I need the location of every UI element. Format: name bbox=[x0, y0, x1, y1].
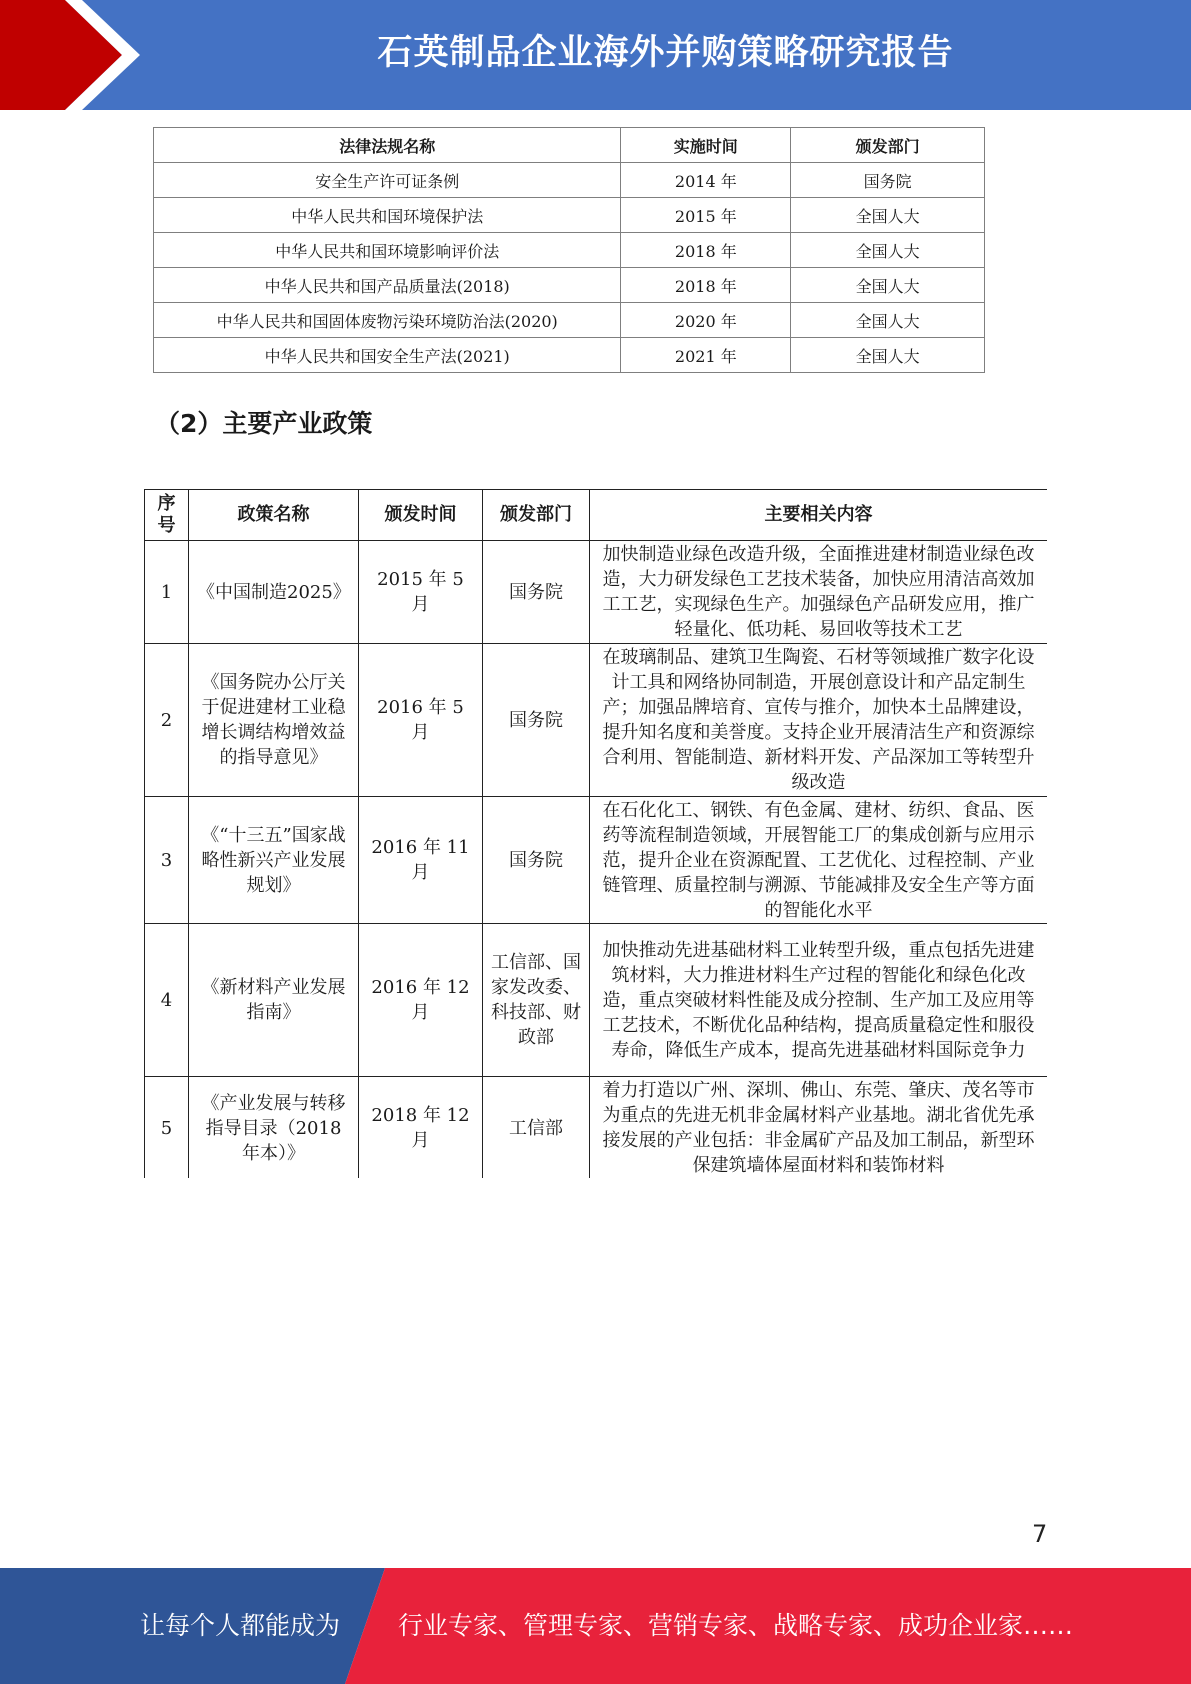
policy-date: 2015 年 5 月 bbox=[359, 541, 483, 644]
policy-content: 加快制造业绿色改造升级，全面推进建材制造业绿色改造，大力研发绿色工艺技术装备，加快应用清洁高效加工工艺，实现绿色生产。加强绿色产品研发应用，推广轻量化、低功耗、易回收等技术工艺 bbox=[590, 541, 1048, 644]
table-row bbox=[145, 1077, 1048, 1179]
column-header: 法律法规名称 bbox=[154, 128, 621, 163]
policy-name: 《产业发展与转移指导目录（2018 年本）》 bbox=[189, 1077, 359, 1179]
policy-content: 在玻璃制品、建筑卫生陶瓷、石材等领域推广数字化设计工具和网络协同制造，开展创意设计和产品定制生产；加强品牌培育、宣传与推介，加快本土品牌建设，提升知名度和美誉度。支持企业开展清洁生产和资源综合利用、智能制造、新材料开发、产品深加工等转型升级改造 bbox=[590, 644, 1048, 797]
footer-slogan-left: 让每个人都能成为 bbox=[140, 1611, 341, 1640]
policy-number: 3 bbox=[145, 797, 189, 924]
laws-table bbox=[153, 127, 985, 373]
law-date: 2015 年 bbox=[621, 198, 791, 233]
table-row bbox=[145, 644, 1048, 797]
policy-table bbox=[144, 489, 1047, 1178]
law-dept: 全国人大 bbox=[791, 303, 985, 338]
page-number: 7 bbox=[1032, 1520, 1048, 1548]
law-name: 中华人民共和国固体废物污染环境防治法(2020) bbox=[154, 303, 621, 338]
table-header-row bbox=[154, 128, 985, 163]
policy-content: 在石化化工、钢铁、有色金属、建材、纺织、食品、医药等流程制造领域，开展智能工厂的集成创新与应用示范，提升企业在资源配置、工艺优化、过程控制、产业链管理、质量控制与溯源、节能减排及安全生产等方面的智能化水平 bbox=[590, 797, 1048, 924]
table-row bbox=[145, 797, 1048, 924]
policy-name: 《“十三五”国家战略性新兴产业发展规划》 bbox=[189, 797, 359, 924]
policy-number: 5 bbox=[145, 1077, 189, 1179]
table-row bbox=[154, 303, 985, 338]
law-date: 2021 年 bbox=[621, 338, 791, 373]
law-dept: 全国人大 bbox=[791, 233, 985, 268]
law-date: 2018 年 bbox=[621, 268, 791, 303]
section-heading: （2）主要产业政策 bbox=[155, 409, 373, 438]
table-row bbox=[145, 541, 1048, 644]
table-row bbox=[154, 198, 985, 233]
column-header: 颁发时间 bbox=[359, 490, 483, 541]
law-dept: 全国人大 bbox=[791, 268, 985, 303]
law-dept: 全国人大 bbox=[791, 198, 985, 233]
table-row bbox=[154, 163, 985, 198]
policy-number: 2 bbox=[145, 644, 189, 797]
policy-name: 《国务院办公厅关于促进建材工业稳增长调结构增效益的指导意见》 bbox=[189, 644, 359, 797]
policy-name: 《中国制造2025》 bbox=[189, 541, 359, 644]
table-row bbox=[154, 338, 985, 373]
table-header-row bbox=[145, 490, 1048, 541]
report-title: 石英制品企业海外并购策略研究报告 bbox=[377, 33, 954, 73]
policy-number: 4 bbox=[145, 924, 189, 1077]
table-row bbox=[154, 268, 985, 303]
policy-date: 2016 年 5 月 bbox=[359, 644, 483, 797]
law-dept: 全国人大 bbox=[791, 338, 985, 373]
policy-content: 加快推动先进基础材料工业转型升级，重点包括先进建筑材料，大力推进材料生产过程的智能化和绿色化改造，重点突破材料性能及成分控制、生产加工及应用等工艺技术，不断优化品种结构，提高质量稳定性和服役寿命，降低生产成本，提高先进基础材料国际竞争力 bbox=[590, 924, 1048, 1077]
policy-dept: 工信部、国家发改委、科技部、财政部 bbox=[483, 924, 590, 1077]
policy-content: 着力打造以广州、深圳、佛山、东莞、肇庆、茂名等市为重点的先进无机非金属材料产业基地。湖北省优先承接发展的产业包括：非金属矿产品及加工制品，新型环保建筑墙体屋面材料和装饰材料 bbox=[590, 1077, 1048, 1179]
law-name: 安全生产许可证条例 bbox=[154, 163, 621, 198]
law-dept: 国务院 bbox=[791, 163, 985, 198]
table-row bbox=[154, 233, 985, 268]
policy-date: 2016 年 11 月 bbox=[359, 797, 483, 924]
column-header: 主要相关内容 bbox=[590, 490, 1048, 541]
law-name: 中华人民共和国环境保护法 bbox=[154, 198, 621, 233]
column-header: 实施时间 bbox=[621, 128, 791, 163]
law-date: 2018 年 bbox=[621, 233, 791, 268]
policy-date: 2018 年 12 月 bbox=[359, 1077, 483, 1179]
column-header: 序号 bbox=[145, 490, 189, 541]
header-banner bbox=[0, 0, 1191, 110]
policy-dept: 国务院 bbox=[483, 644, 590, 797]
policy-table-container bbox=[144, 489, 1047, 1178]
law-name: 中华人民共和国安全生产法(2021) bbox=[154, 338, 621, 373]
footer-slogan-right: 行业专家、管理专家、营销专家、战略专家、成功企业家…… bbox=[398, 1611, 1074, 1640]
policy-date: 2016 年 12 月 bbox=[359, 924, 483, 1077]
footer-banner bbox=[0, 1568, 1191, 1684]
column-header: 颁发部门 bbox=[791, 128, 985, 163]
policy-name: 《新材料产业发展指南》 bbox=[189, 924, 359, 1077]
law-date: 2020 年 bbox=[621, 303, 791, 338]
column-header: 政策名称 bbox=[189, 490, 359, 541]
header-arrow-decoration bbox=[0, 0, 150, 110]
law-date: 2014 年 bbox=[621, 163, 791, 198]
policy-dept: 国务院 bbox=[483, 797, 590, 924]
policy-dept: 工信部 bbox=[483, 1077, 590, 1179]
policy-dept: 国务院 bbox=[483, 541, 590, 644]
law-name: 中华人民共和国环境影响评价法 bbox=[154, 233, 621, 268]
law-name: 中华人民共和国产品质量法(2018) bbox=[154, 268, 621, 303]
column-header: 颁发部门 bbox=[483, 490, 590, 541]
table-row bbox=[145, 924, 1048, 1077]
policy-number: 1 bbox=[145, 541, 189, 644]
